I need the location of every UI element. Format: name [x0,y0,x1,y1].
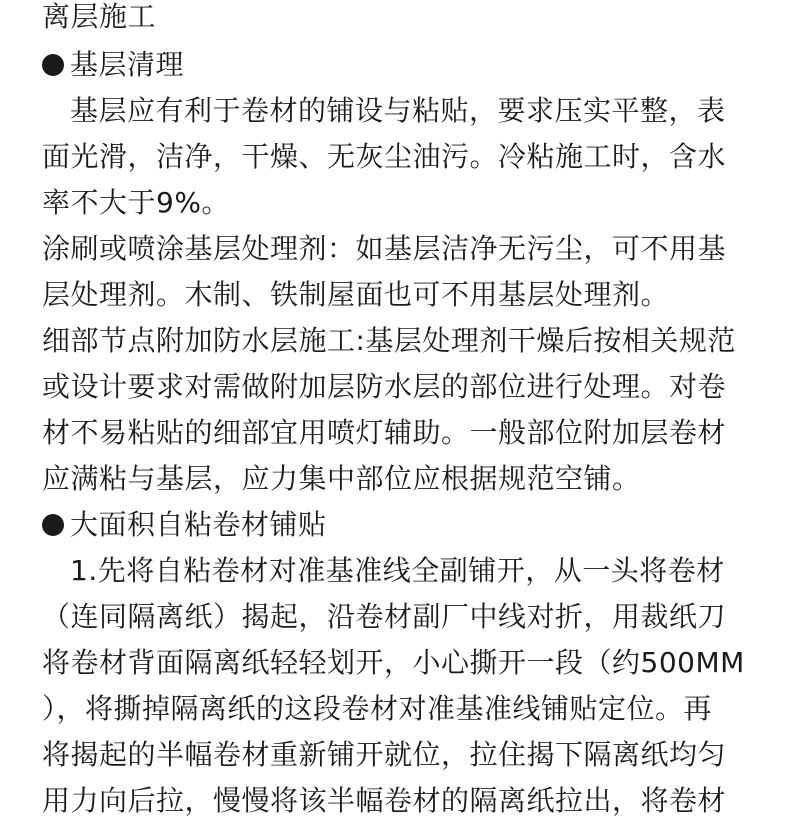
doc-heading: 离层施工 [42,0,157,33]
paragraph-line: 材不易粘贴的细部宜用喷灯辅助。一般部位附加层卷材 [42,416,727,449]
paragraph-line: 将揭起的半幅卷材重新铺开就位，拉住揭下隔离纸均匀 [42,738,727,771]
paragraph-line: 面光滑，洁净，干燥、无灰尘油污。冷粘施工时，含水 [42,140,727,173]
paragraph-line: 基层应有利于卷材的铺设与粘贴，要求压实平整，表 [70,94,726,127]
paragraph-line: 涂刷或喷涂基层处理剂：如基层洁净无污尘，可不用基 [42,232,727,265]
paragraph-line: （连同隔离纸）揭起，沿卷材副厂中线对折，用裁纸刀 [42,600,727,633]
paragraph-line: 将卷材背面隔离纸轻轻划开，小心撕开一段（约500MM [42,646,745,679]
paragraph-line: 用力向后拉，慢慢将该半幅卷材的隔离纸拉出，将卷材 [42,784,727,817]
paragraph-line: 层处理剂。木制、铁制屋面也可不用基层处理剂。 [42,278,670,311]
paragraph-line: 率不大于9%。 [42,186,230,219]
paragraph-line: 应满粘与基层，应力集中部位应根据规范空铺。 [42,462,641,495]
paragraph-line: 1.先将自粘卷材对准基准线全副铺开，从一头将卷材 [70,554,725,587]
paragraph-line: 细部节点附加防水层施工:基层处理剂干燥后按相关规范 [42,324,736,357]
paragraph-line: ），将撕掉隔离纸的这段卷材对准基准线铺贴定位。再 [42,692,713,725]
section-heading-base-cleaning [42,42,184,88]
section-title: 基层清理 [70,48,185,81]
paragraph-line: 或设计要求对需做附加层防水层的部位进行处理。对卷 [42,370,727,403]
bullet-icon [42,54,64,76]
section-title: 大面积自粘卷材铺贴 [70,508,327,541]
section-heading-self-adhesive [42,502,327,548]
bullet-icon [42,514,64,536]
